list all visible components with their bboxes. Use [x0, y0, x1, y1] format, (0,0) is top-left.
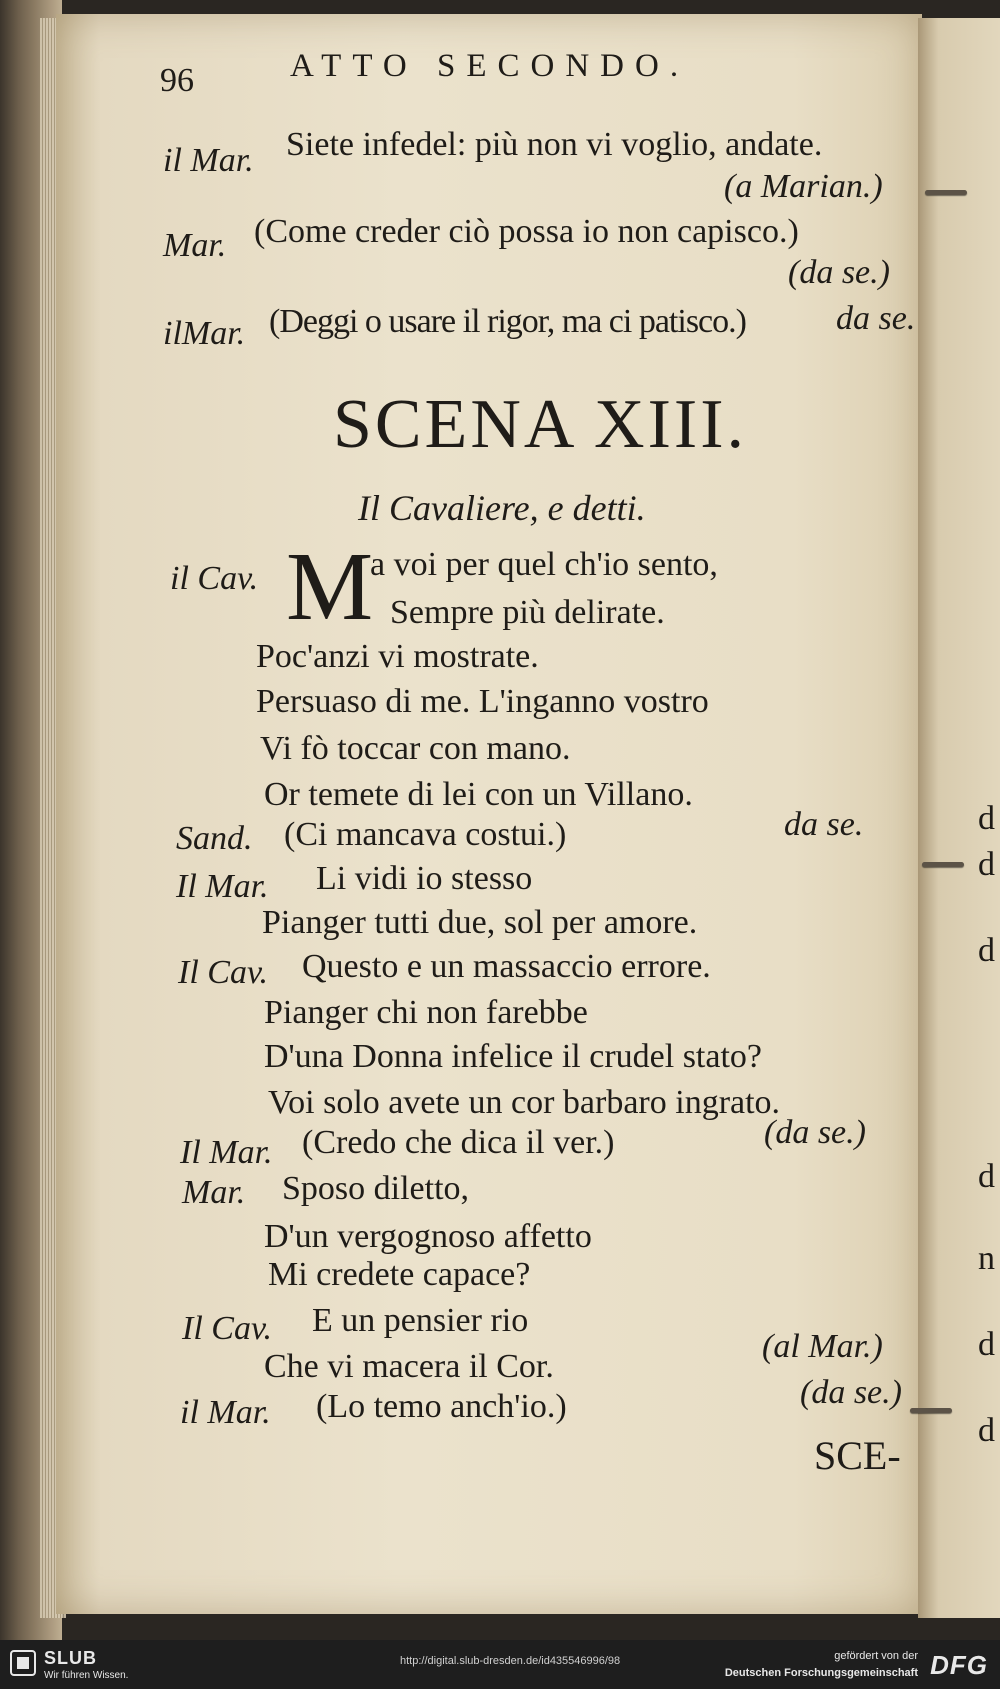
- catchword: SCE-: [814, 1433, 901, 1478]
- speaker-label: Il Mar.: [176, 868, 269, 905]
- verse-line: (Ci mancava costui.): [284, 816, 567, 853]
- scene-subtitle: Il Cavaliere, e detti.: [358, 488, 646, 528]
- speaker-label: il Cav.: [170, 560, 259, 597]
- speaker-label: Il Cav.: [182, 1310, 273, 1347]
- scene-title: SCENA XIII.: [332, 386, 748, 463]
- verse-line: Or temete di lei con un Villano.: [264, 776, 693, 813]
- stage-direction: (al Mar.): [762, 1328, 883, 1365]
- facing-page-glyph: d: [978, 800, 995, 837]
- verse-line: E un pensier rio: [312, 1302, 529, 1339]
- source-url-link[interactable]: http://digital.slub-dresden.de/id435546996/98: [400, 1655, 621, 1667]
- verse-line: Sempre più delirate.: [390, 594, 665, 631]
- funder-line-1: gefördert von der: [834, 1650, 918, 1662]
- binding-thread: [910, 1408, 952, 1413]
- verse-line: Vi fò toccar con mano.: [260, 730, 571, 767]
- facing-page-glyph: d: [978, 846, 995, 883]
- running-title: ATTO SECONDO.: [290, 48, 690, 84]
- verse-line: Voi solo avete un cor barbaro ingrato.: [268, 1084, 781, 1121]
- stage-direction: (da se.): [800, 1374, 902, 1411]
- speaker-label: Mar.: [182, 1174, 246, 1211]
- verse-line: D'una Donna infelice il crudel stato?: [264, 1038, 762, 1075]
- library-tagline: Wir führen Wissen.: [44, 1670, 129, 1681]
- facing-page-glyph: d: [978, 932, 995, 969]
- speaker-label: Mar.: [163, 227, 227, 264]
- stage-direction: (da se.): [764, 1114, 866, 1151]
- stage-direction: (a Marian.): [724, 168, 883, 205]
- speaker-label: Il Cav.: [178, 954, 269, 991]
- facing-page-glyph: d: [978, 1326, 995, 1363]
- speaker-label: il Mar.: [180, 1394, 271, 1431]
- speaker-label: Il Mar.: [180, 1134, 273, 1171]
- verse-line: Li vidi io stesso: [316, 860, 533, 897]
- funder-line-2: Deutschen Forschungsgemeinschaft: [724, 1667, 918, 1679]
- speaker-label: il Mar.: [163, 142, 254, 179]
- verse-line: Pianger chi non farebbe: [264, 994, 588, 1031]
- facing-page-glyph: d: [978, 1412, 995, 1449]
- verse-line: Pianger tutti due, sol per amore.: [262, 904, 698, 941]
- verse-line: (Come creder ciò possa io non capisco.): [254, 213, 799, 250]
- facing-page-glyph: n: [978, 1240, 995, 1277]
- speaker-label: ilMar.: [163, 315, 246, 352]
- verse-line: (Credo che dica il ver.): [302, 1124, 615, 1161]
- stage-direction: (da se.): [788, 254, 890, 291]
- verse-line: Che vi macera il Cor.: [264, 1348, 554, 1385]
- binding-thread: [925, 190, 967, 195]
- verse-line: (Deggi o usare il rigor, ma ci patisco.): [269, 303, 746, 340]
- verse-line: Poc'anzi vi mostrate.: [256, 638, 539, 675]
- verse-line: a voi per quel ch'io sento,: [370, 546, 718, 583]
- verse-line: (Lo temo anch'io.): [316, 1388, 567, 1425]
- facing-page-glyph: d: [978, 1158, 995, 1195]
- verse-line: Sposo diletto,: [282, 1170, 470, 1207]
- dfg-logo: DFG: [930, 1650, 988, 1680]
- verse-line: Questo e un massaccio errore.: [302, 948, 711, 985]
- slub-logo-icon: [10, 1650, 36, 1676]
- stage-direction: da se.: [784, 806, 864, 843]
- stage-direction: da se.: [836, 300, 916, 337]
- speaker-label: Sand.: [176, 820, 253, 857]
- footer-bar: [0, 1640, 1000, 1689]
- page-number: 96: [160, 62, 194, 99]
- verse-line: Mi credete capace?: [268, 1256, 531, 1293]
- verse-line: Siete infedel: più non vi voglio, andate.: [286, 126, 823, 163]
- verse-line: D'un vergognoso affetto: [264, 1218, 592, 1255]
- verse-line: Persuaso di me. L'inganno vostro: [256, 683, 709, 720]
- drop-cap: M: [286, 533, 374, 641]
- binding-thread: [922, 862, 964, 867]
- library-name: SLUB: [44, 1648, 97, 1668]
